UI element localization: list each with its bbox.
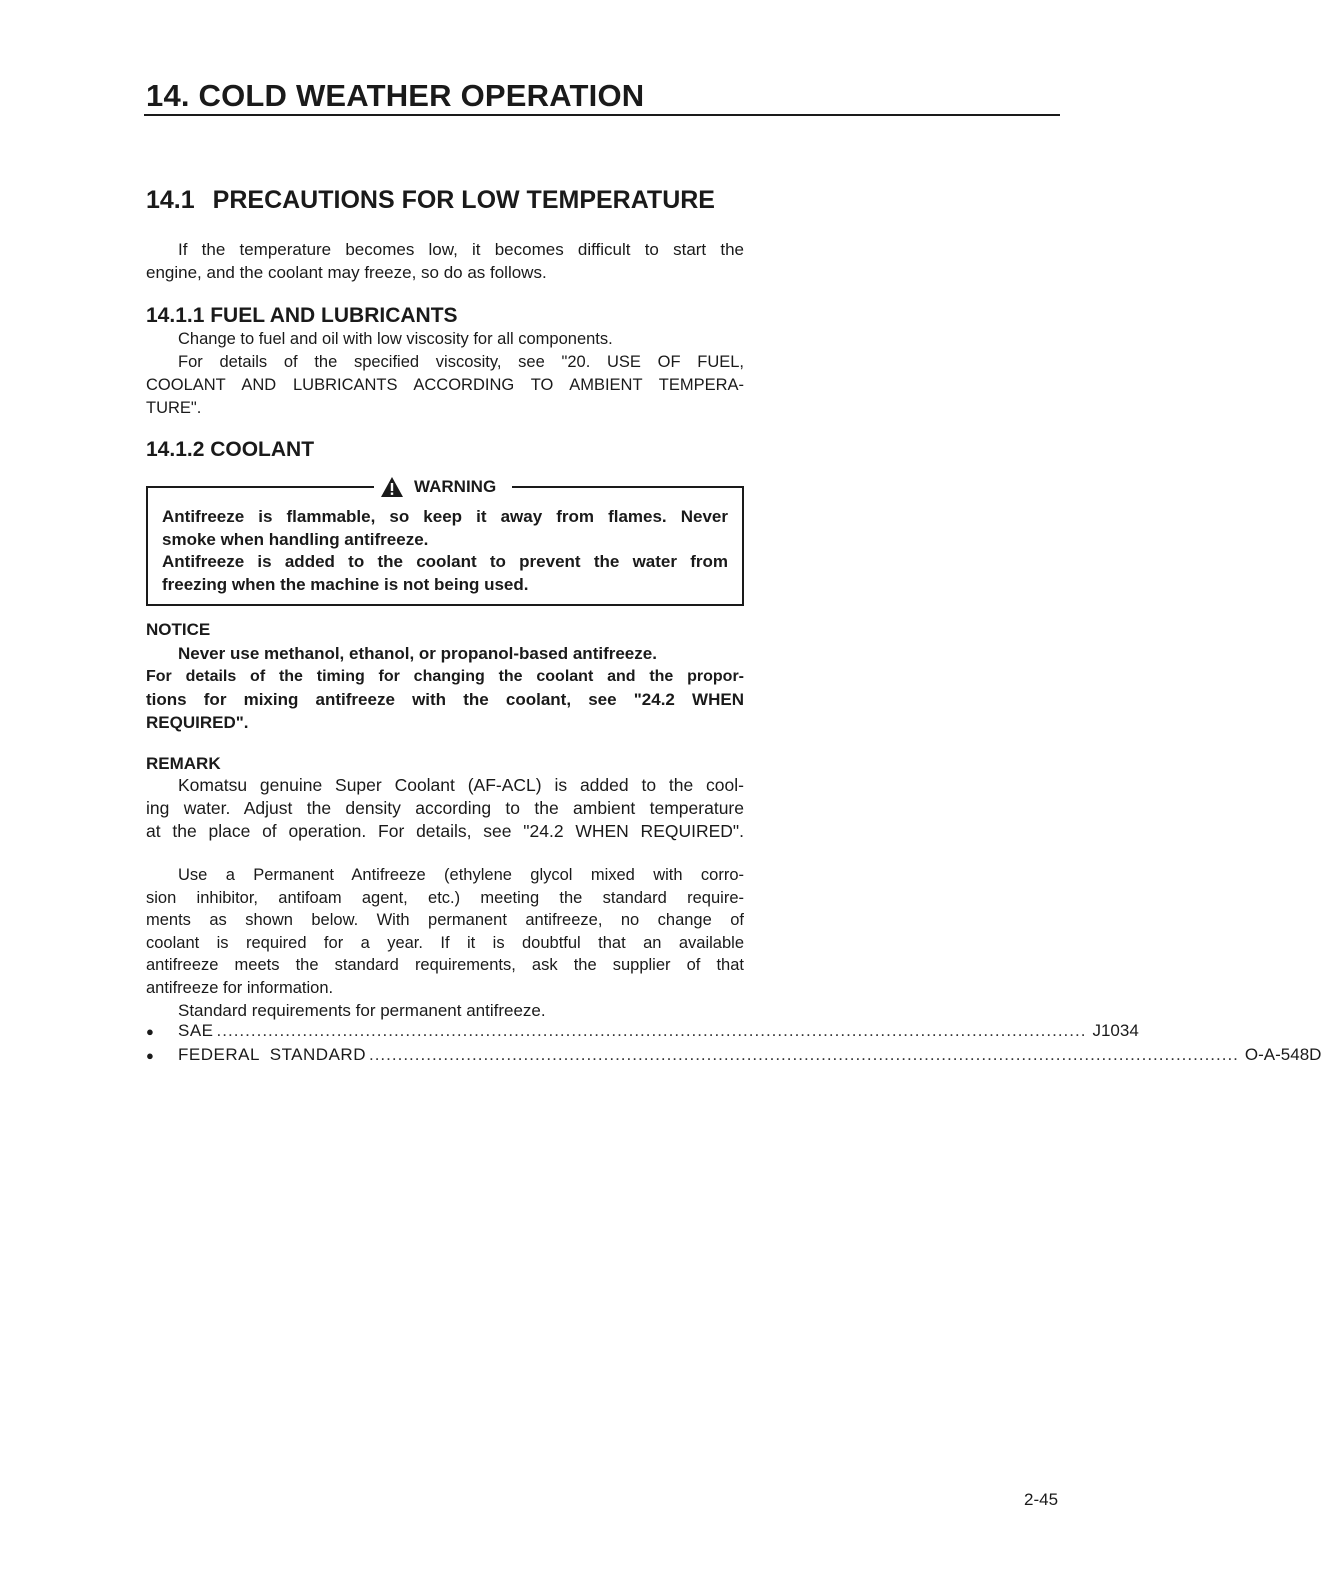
permanent-line: antifreeze for information. bbox=[146, 978, 334, 997]
warning-triangle-icon bbox=[380, 476, 404, 498]
permanent-line: coolant is required for a year. If it is doubtful that an available bbox=[146, 933, 744, 952]
leader-dots: ........................................................................................................................................................ bbox=[216, 1021, 1087, 1040]
permanent-line: Use a Permanent Antifreeze (ethylene glycol mixed with corro- bbox=[178, 866, 744, 884]
warning-line: freezing when the machine is not being used. bbox=[162, 574, 529, 594]
remark-label: REMARK bbox=[146, 754, 221, 773]
coolant-heading: 14.1.2 COOLANT bbox=[146, 438, 315, 461]
chapter-title-rule bbox=[144, 114, 1060, 116]
section-intro-line: engine, and the coolant may freeze, so do as follows. bbox=[146, 263, 547, 282]
fuel-heading: 14.1.1 FUEL AND LUBRICANTS bbox=[146, 304, 458, 327]
remark-line: Komatsu genuine Super Coolant (AF-ACL) is added to the cool- bbox=[178, 775, 744, 795]
remark-text bbox=[146, 774, 744, 843]
warning-text bbox=[162, 506, 728, 596]
warning-line: smoke when handling antifreeze. bbox=[162, 529, 429, 549]
notice-line: Never use methanol, ethanol, or propanol-based antifreeze. bbox=[178, 644, 657, 663]
standard-label: SAE bbox=[178, 1021, 214, 1040]
notice-label: NOTICE bbox=[146, 620, 211, 639]
standard-intro: Standard requirements for permanent antifreeze. bbox=[178, 1000, 546, 1020]
section-intro-line: If the temperature becomes low, it becomes difficult to start the bbox=[178, 240, 744, 259]
standard-list-item bbox=[146, 1043, 1321, 1067]
fuel-line: For details of the specified viscosity, see "20. USE OF FUEL, bbox=[178, 353, 744, 371]
warning-label: WARNING bbox=[414, 477, 497, 496]
fuel-text bbox=[146, 328, 744, 420]
standard-value: O-A-548D bbox=[1244, 1045, 1321, 1064]
fuel-line: TURE". bbox=[146, 399, 202, 417]
notice-line: REQUIRED". bbox=[146, 713, 249, 732]
chapter-title: 14. COLD WEATHER OPERATION bbox=[146, 78, 645, 113]
section-number: 14.1 bbox=[146, 186, 195, 214]
fuel-line: Change to fuel and oil with low viscosity for all components. bbox=[178, 330, 613, 348]
leader-dots: ........................................................................................................................................................ bbox=[368, 1045, 1239, 1064]
bullet-icon: ● bbox=[146, 1048, 154, 1063]
fuel-line: COOLANT AND LUBRICANTS ACCORDING TO AMBIENT TEMPERA- bbox=[146, 376, 744, 394]
permanent-antifreeze-text bbox=[146, 864, 744, 1022]
notice-text bbox=[146, 642, 744, 734]
warning-box-top-left-rule bbox=[146, 486, 374, 488]
permanent-line: sion inhibitor, antifoam agent, etc.) meeting the standard require- bbox=[146, 888, 744, 907]
warning-line: Antifreeze is flammable, so keep it away from flames. Never bbox=[162, 507, 728, 526]
section-title: PRECAUTIONS FOR LOW TEMPERATURE bbox=[212, 186, 715, 214]
remark-line: ing water. Adjust the density according to the ambient temperature bbox=[146, 798, 744, 818]
standard-list-item bbox=[146, 1019, 1139, 1043]
notice-line: tions for mixing antifreeze with the coolant, see "24.2 WHEN bbox=[146, 690, 744, 709]
warning-box-top-right-rule bbox=[512, 486, 742, 488]
notice-line: For details of the timing for changing the coolant and the propor- bbox=[146, 668, 744, 685]
section-heading bbox=[146, 186, 715, 215]
standard-value: J1034 bbox=[1092, 1021, 1139, 1040]
standard-label: FEDERAL STANDARD bbox=[178, 1045, 366, 1064]
warning-title bbox=[380, 476, 496, 498]
remark-line: at the place of operation. For details, see "24.2 WHEN REQUIRED". bbox=[146, 821, 744, 841]
section-intro bbox=[146, 238, 744, 284]
bullet-icon: ● bbox=[146, 1024, 154, 1039]
page-number: 2-45 bbox=[1024, 1490, 1059, 1509]
permanent-line: ments as shown below. With permanent antifreeze, no change of bbox=[146, 911, 744, 930]
warning-line: Antifreeze is added to the coolant to prevent the water from bbox=[162, 552, 728, 571]
permanent-line: antifreeze meets the standard requirements, ask the supplier of that bbox=[146, 956, 744, 975]
